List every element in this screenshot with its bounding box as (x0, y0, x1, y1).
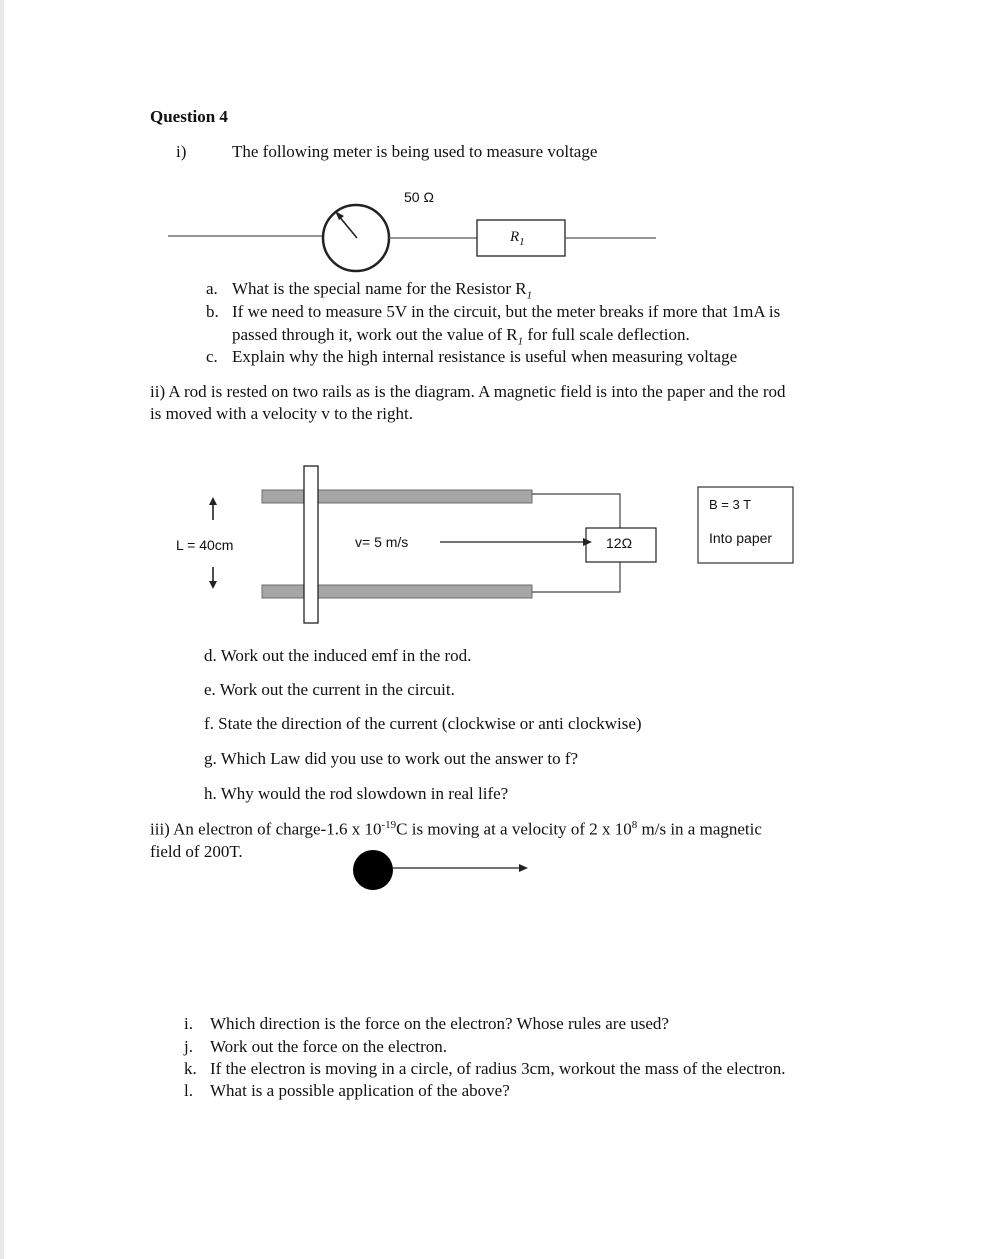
question-i-text: Which direction is the force on the electron? Whose rules are used? (210, 1014, 669, 1033)
part-iii-intro-b: C is moving at a velocity of 2 x 10 (396, 819, 632, 839)
part-ii-intro-line2: is moved with a velocity v to the right. (150, 404, 413, 423)
length-label: L = 40cm (176, 537, 234, 553)
question-c-text: Explain why the high internal resistance is useful when measuring voltage (232, 347, 738, 366)
question-title: Question 4 (150, 107, 228, 126)
meter-resistance-label: 50 Ω (404, 189, 434, 205)
question-b-line2-post: for full scale deflection. (523, 325, 690, 344)
resistor-12-label: 12Ω (606, 535, 633, 551)
part-iii-intro-c: m/s in a magnetic (637, 819, 762, 839)
velocity-label: v= 5 m/s (355, 534, 409, 550)
part-iii-exp1: -19 (381, 819, 397, 831)
part-iii-intro-a: iii) An electron of charge-1.6 x 10 (150, 819, 382, 839)
question-g: g. Which Law did you use to work out the answer to f? (204, 749, 579, 768)
question-a-sub: 1 (526, 289, 533, 302)
question-c-marker: c. (206, 347, 218, 366)
question-a-marker: a. (206, 279, 218, 298)
part-ii-intro-line1: ii) A rod is rested on two rails as is the diagram. A magnetic field is into the paper and the rod (150, 382, 786, 401)
question-b-sub: 1 (517, 335, 524, 348)
question-k-marker: k. (184, 1059, 197, 1078)
part-iii-intro-line2: field of 200T. (150, 842, 243, 861)
part-iii-exp2: 8 (631, 819, 638, 831)
question-l-marker: l. (184, 1081, 193, 1100)
resistor-r1-letter: R (510, 229, 520, 245)
question-b-line1: If we need to measure 5V in the circuit, but the meter breaks if more that 1mA is (232, 302, 781, 321)
question-l-text: What is a possible application of the above? (210, 1081, 510, 1100)
question-e: e. Work out the current in the circuit. (204, 680, 455, 699)
question-d: d. Work out the induced emf in the rod. (204, 646, 472, 665)
resistor-r1-sub: 1 (519, 236, 525, 248)
field-strength-label: B = 3 T (709, 497, 752, 512)
question-b-line2-pre: passed through it, work out the value of R (232, 325, 518, 344)
field-direction-label: Into paper (709, 530, 773, 546)
question-j-text: Work out the force on the electron. (210, 1037, 448, 1056)
electron-velocity-head (519, 864, 528, 872)
question-j-marker: j. (184, 1037, 193, 1056)
question-b-marker: b. (206, 302, 219, 321)
question-h: h. Why would the rod slowdown in real life? (204, 784, 509, 803)
question-k-text: If the electron is moving in a circle, of radius 3cm, workout the mass of the electron. (210, 1059, 786, 1078)
question-f: f. State the direction of the current (clockwise or anti clockwise) (204, 714, 642, 733)
question-i-marker: i. (184, 1014, 193, 1033)
question-a-line1: What is the special name for the Resistor R (232, 279, 527, 298)
part-i-label: i) (176, 142, 187, 161)
part-i-intro: The following meter is being used to measure voltage (232, 142, 598, 161)
electron-dot (353, 850, 393, 890)
